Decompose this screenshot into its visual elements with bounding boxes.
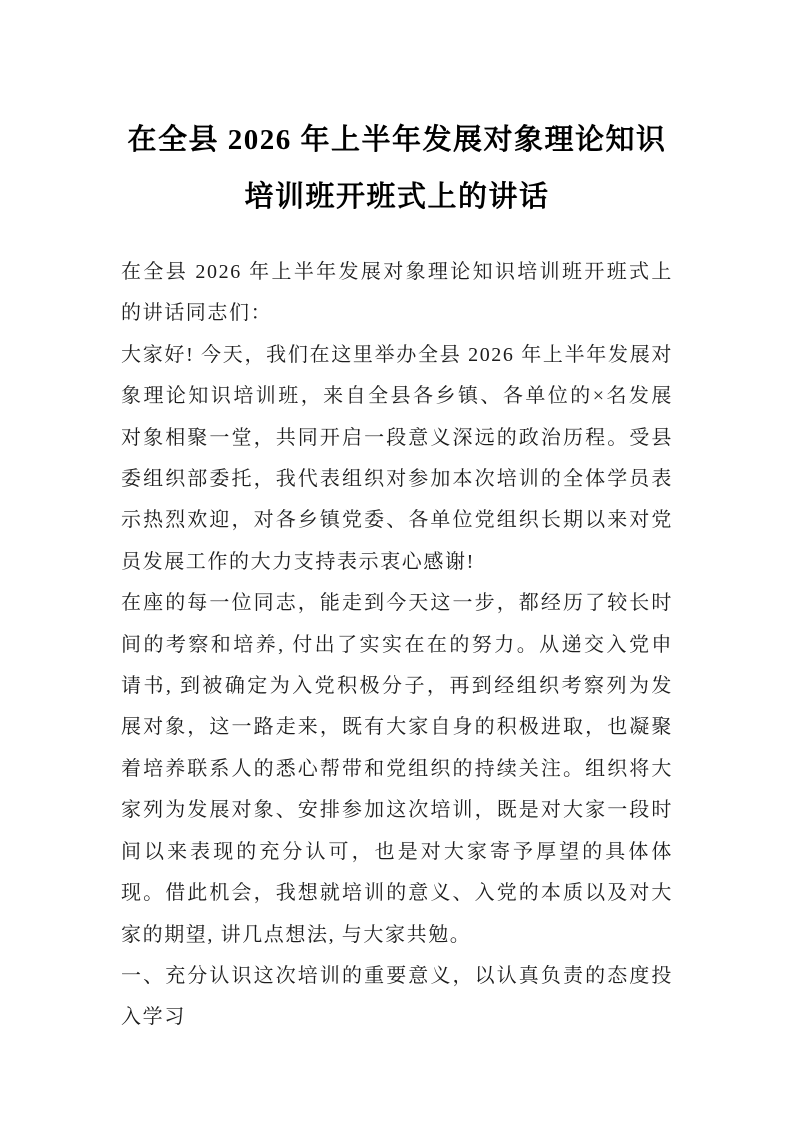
paragraph-section-heading: 一、充分认识这次培训的重要意义，以认真负责的态度投入学习: [121, 964, 673, 1029]
document-title: 在全县 2026 年上半年发展对象理论知识培训班开班式上的讲话: [127, 124, 667, 213]
paragraph-body: 在座的每一位同志，能走到今天这一步，都经历了较长时间的考察和培养, 付出了实实在在的努力。从递交入党申请书, 到被确定为入党积极分子，再到经组织考察列为发展对象，这一路走来，既有大家自身的积极进取，也凝聚着培养联系人的悉心帮带和党组织的持续关注。组织将大家列为发展对象、安排参加这次培训，既是对大家一段时间以来表现的充分认可，也是对大家寄予厚望的具体体现。借此机会，我想就培训的意义、入党的本质以及对大家的期望, 讲几点想法, 与大家共勉。: [121, 592, 673, 946]
document-body: [121, 252, 673, 1039]
paragraph-salutation: 在全县 2026 年上半年发展对象理论知识培训班开班式上的讲话同志们：: [121, 261, 673, 325]
paragraph-greeting: 大家好! 今天，我们在这里举办全县 2026 年上半年发展对象理论知识培训班，来自全县各乡镇、各单位的×名发展对象相聚一堂，共同开启一段意义深远的政治历程。受县委组织部委托，我代表组织对参加本次培训的全体学员表示热烈欢迎，对各乡镇党委、各单位党组织长期以来对党员发展工作的大力支持表示衷心感谢!: [121, 343, 673, 573]
